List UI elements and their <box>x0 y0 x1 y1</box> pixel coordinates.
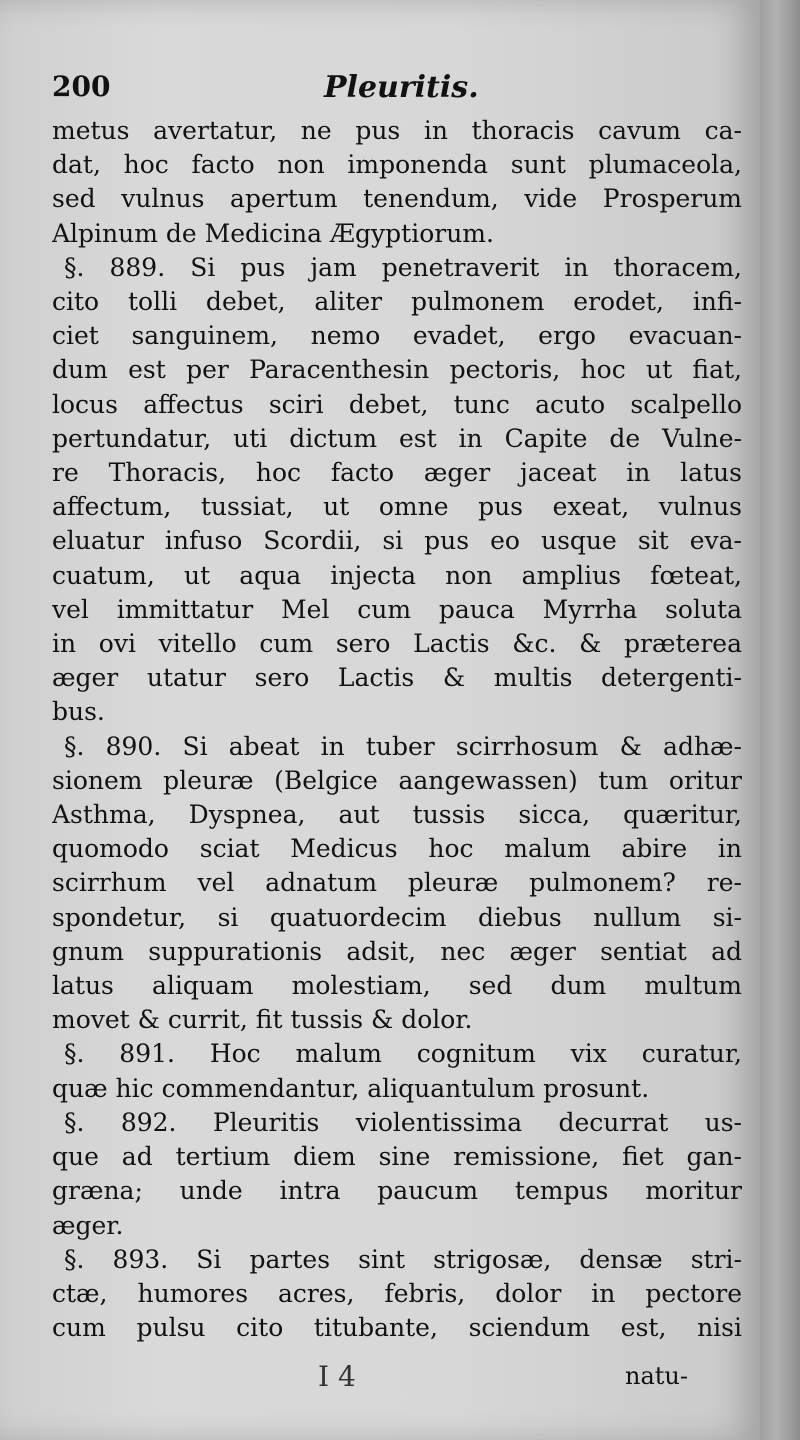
paragraph-start-892: §. 892. Pleuritis violentissima decurrat us- <box>64 1107 742 1137</box>
page-header <box>52 70 742 112</box>
text-line: eluatur infuso Scordii, si pus eo usque sit eva- <box>52 526 742 556</box>
text-line: cuatum, ut aqua injecta non amplius fœteat, <box>52 560 742 590</box>
paragraph-start-891: §. 891. Hoc malum cognitum vix curatur, <box>64 1039 742 1069</box>
text-line: gnum suppurationis adsit, nec æger sentiat ad <box>52 936 742 966</box>
text-line: dat, hoc facto non imponenda sunt plumaceola, <box>52 150 742 180</box>
text-line: in ovi vitello cum sero Lactis &c. & præterea <box>52 629 742 659</box>
paragraph-start-890: §. 890. Si abeat in tuber scirrhosum & adhæ- <box>64 731 742 761</box>
text-line: affectum, tussiat, ut omne pus exeat, vulnus <box>52 492 742 522</box>
text-line: quomodo sciat Medicus hoc malum abire in <box>52 834 742 864</box>
text-line: quæ hic commendantur, aliquantulum prosunt. <box>52 1073 650 1103</box>
text-line: Asthma, Dyspnea, aut tussis sicca, quæritur, <box>52 800 742 830</box>
body-text <box>52 114 742 1345</box>
paragraph-start-889: §. 889. Si pus jam penetraverit in thoracem, <box>64 252 742 282</box>
text-line: re Thoracis, hoc facto æger jaceat in latus <box>52 458 742 488</box>
text-line: pertundatur, uti dictum est in Capite de Vulne- <box>52 423 742 453</box>
text-line: Alpinum de Medicina Ægyptiorum. <box>52 218 494 248</box>
running-title: Pleuritis. <box>324 70 479 105</box>
text-line: cito tolli debet, aliter pulmonem erodet, infi- <box>52 287 742 317</box>
text-line: que ad tertium diem sine remissione, fiet gan- <box>52 1142 742 1172</box>
paragraph-start-893: §. 893. Si partes sint strigosæ, densæ stri- <box>64 1244 742 1274</box>
text-line: metus avertatur, ne pus in thoracis cavum ca- <box>52 116 742 145</box>
text-line: cum pulsu cito titubante, sciendum est, nisi <box>52 1313 742 1343</box>
text-line: spondetur, si quatuordecim diebus nullum si- <box>52 902 742 932</box>
text-line: ctæ, humores acres, febris, dolor in pectore <box>52 1278 742 1308</box>
text-line: bus. <box>52 697 105 727</box>
text-line: æger utatur sero Lactis & multis detergenti- <box>52 663 742 693</box>
text-line: ciet sanguinem, nemo evadet, ergo evacuan- <box>52 321 742 351</box>
text-line: græna; unde intra paucum tempus moritur <box>52 1176 742 1206</box>
text-line: scirrhum vel adnatum pleuræ pulmonem? re- <box>52 868 742 898</box>
text-line: sionem pleuræ (Belgice aangewassen) tum oritur <box>52 765 742 795</box>
signature-mark: I 4 <box>318 1360 356 1393</box>
text-line: sed vulnus apertum tenendum, vide Prosperum <box>52 184 742 214</box>
text-line: latus aliquam molestiam, sed dum multum <box>52 971 742 1001</box>
text-line: dum est per Paracenthesin pectoris, hoc ut fiat, <box>52 355 742 385</box>
text-line: vel immittatur Mel cum pauca Myrrha soluta <box>52 594 742 624</box>
text-line: æger. <box>52 1210 124 1240</box>
text-line: locus affectus sciri debet, tunc acuto scalpello <box>52 389 742 419</box>
text-line: movet & currit, fit tussis & dolor. <box>52 1005 473 1035</box>
page-number: 200 <box>52 70 111 103</box>
page-edge <box>760 0 800 1440</box>
catchword: natu- <box>625 1362 688 1390</box>
